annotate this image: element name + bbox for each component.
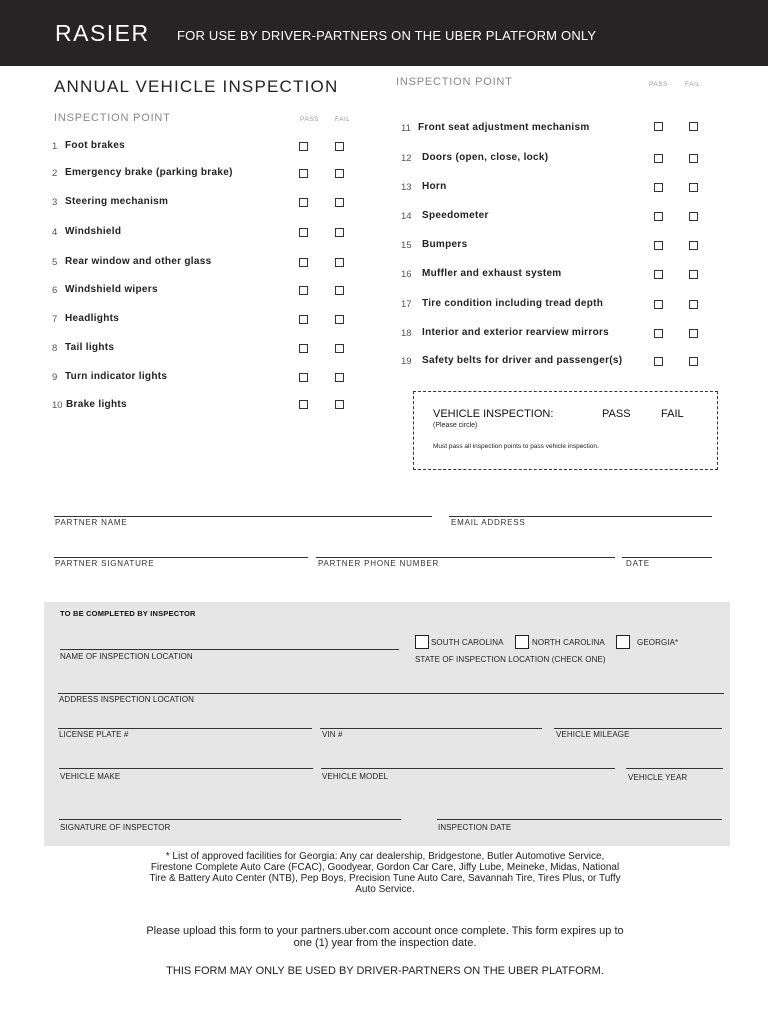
inspection-row xyxy=(52,140,352,154)
pass-checkbox[interactable] xyxy=(299,315,308,324)
inspector-signature-label: SIGNATURE OF INSPECTOR xyxy=(60,823,171,832)
inspection-row xyxy=(52,196,352,210)
row-label: Front seat adjustment mechanism xyxy=(418,122,590,133)
fail-checkbox[interactable] xyxy=(689,241,698,250)
result-note: Must pass all inspection points to pass vehicle inspection. xyxy=(433,443,599,450)
row-number: 14 xyxy=(401,211,412,222)
row-label: Safety belts for driver and passenger(s) xyxy=(422,355,623,366)
inspection-date-label: INSPECTION DATE xyxy=(438,823,512,832)
row-number: 6 xyxy=(52,285,58,296)
fail-checkbox[interactable] xyxy=(335,258,344,267)
date-field[interactable] xyxy=(622,557,712,558)
vehicle-model-label: VEHICLE MODEL xyxy=(322,772,389,781)
location-name-field[interactable] xyxy=(60,649,399,650)
pass-checkbox[interactable] xyxy=(654,154,663,163)
north-carolina-label: NORTH CAROLINA xyxy=(532,638,605,647)
license-plate-label: LICENSE PLATE # xyxy=(59,730,129,739)
vehicle-inspection-result-box xyxy=(413,391,718,470)
pass-checkbox[interactable] xyxy=(654,329,663,338)
south-carolina-checkbox[interactable] xyxy=(415,635,429,649)
pass-checkbox[interactable] xyxy=(299,400,308,409)
row-label: Tire condition including tread depth xyxy=(422,298,604,309)
vin-label: VIN # xyxy=(322,730,343,739)
inspection-row xyxy=(52,256,352,270)
row-number: 8 xyxy=(52,343,58,354)
left-column-header-fail: FAIL xyxy=(335,116,351,123)
fail-checkbox[interactable] xyxy=(689,122,698,131)
row-label: Steering mechanism xyxy=(65,196,169,207)
fail-checkbox[interactable] xyxy=(335,228,344,237)
location-name-label: NAME OF INSPECTION LOCATION xyxy=(60,652,193,661)
result-fail-option[interactable]: FAIL xyxy=(661,408,684,420)
row-label: Brake lights xyxy=(66,399,127,410)
row-label: Bumpers xyxy=(422,239,468,250)
inspector-signature-field[interactable] xyxy=(59,819,401,820)
row-number: 15 xyxy=(401,240,412,251)
row-label: Emergency brake (parking brake) xyxy=(65,167,233,178)
partner-phone-label: PARTNER PHONE NUMBER xyxy=(318,559,440,568)
south-carolina-label: SOUTH CAROLINA xyxy=(431,638,504,647)
license-plate-field[interactable] xyxy=(58,728,312,729)
date-label: DATE xyxy=(626,559,650,568)
fail-checkbox[interactable] xyxy=(335,169,344,178)
inspection-row xyxy=(52,226,352,240)
fail-checkbox[interactable] xyxy=(335,315,344,324)
row-number: 12 xyxy=(401,153,412,164)
header-tagline: FOR USE BY DRIVER-PARTNERS ON THE UBER PLATFORM ONLY xyxy=(177,28,597,43)
georgia-checkbox[interactable] xyxy=(616,635,630,649)
row-number: 19 xyxy=(401,356,412,367)
fail-checkbox[interactable] xyxy=(335,142,344,151)
row-label: Doors (open, close, lock) xyxy=(422,152,549,163)
georgia-note-line: * List of approved facilities for Georgia: Any car dealership, Bridgestone, Butler Automotive Service, xyxy=(165,851,605,862)
state-label: STATE OF INSPECTION LOCATION (CHECK ONE) xyxy=(415,655,606,664)
row-number: 16 xyxy=(401,269,412,280)
inspection-row xyxy=(401,239,711,253)
inspection-row xyxy=(401,210,711,224)
inspection-row xyxy=(401,355,711,369)
fail-checkbox[interactable] xyxy=(335,373,344,382)
vehicle-year-label: VEHICLE YEAR xyxy=(628,773,688,782)
pass-checkbox[interactable] xyxy=(654,270,663,279)
row-number: 2 xyxy=(52,168,58,179)
georgia-note-line: Auto Service. xyxy=(355,884,415,895)
vin-field[interactable] xyxy=(320,728,542,729)
row-label: Foot brakes xyxy=(65,140,125,151)
inspection-row xyxy=(52,313,352,327)
fail-checkbox[interactable] xyxy=(335,286,344,295)
row-label: Speedometer xyxy=(422,210,489,221)
pass-checkbox[interactable] xyxy=(299,142,308,151)
fail-checkbox[interactable] xyxy=(689,357,698,366)
inspection-row xyxy=(52,371,352,385)
row-number: 11 xyxy=(401,123,411,134)
partner-signature-field[interactable] xyxy=(54,557,308,558)
vehicle-mileage-field[interactable] xyxy=(554,728,722,729)
fail-checkbox[interactable] xyxy=(689,300,698,309)
row-number: 1 xyxy=(52,141,58,152)
brand-logo: RASIER xyxy=(55,20,150,46)
north-carolina-checkbox[interactable] xyxy=(515,635,529,649)
right-column-header-fail: FAIL xyxy=(685,81,701,88)
address-label: ADDRESS INSPECTION LOCATION xyxy=(59,695,195,704)
vehicle-model-field[interactable] xyxy=(321,768,615,769)
row-number: 4 xyxy=(52,227,58,238)
georgia-label: GEORGIA* xyxy=(637,638,679,647)
pass-checkbox[interactable] xyxy=(299,198,308,207)
result-pass-option[interactable]: PASS xyxy=(602,408,631,420)
georgia-note-line: Tire & Battery Auto Center (NTB), Pep Boys, Precision Tune Auto Care, Savannah Tire, Tires Plus, or Tuffy xyxy=(149,873,621,884)
row-number: 10 xyxy=(52,400,63,411)
left-column-header-pass: PASS xyxy=(300,116,319,123)
header-bar xyxy=(0,0,768,66)
pass-checkbox[interactable] xyxy=(299,169,308,178)
row-label: Interior and exterior rearview mirrors xyxy=(422,327,610,338)
fail-checkbox[interactable] xyxy=(689,183,698,192)
upload-line: Please upload this form to your partners.uber.com account once complete. This form expires up to xyxy=(146,925,624,937)
inspection-row xyxy=(52,342,352,356)
inspection-row xyxy=(52,167,352,181)
right-column-header-point: INSPECTION POINT xyxy=(396,76,513,88)
inspection-row xyxy=(401,268,711,282)
inspection-row xyxy=(401,327,711,341)
pass-checkbox[interactable] xyxy=(654,212,663,221)
inspection-row xyxy=(52,284,352,298)
partner-phone-field[interactable] xyxy=(316,557,615,558)
pass-checkbox[interactable] xyxy=(654,357,663,366)
row-label: Muffler and exhaust system xyxy=(422,268,562,279)
row-number: 13 xyxy=(401,182,412,193)
inspection-row xyxy=(401,122,711,136)
pass-checkbox[interactable] xyxy=(654,241,663,250)
inspector-section xyxy=(44,602,730,846)
pass-checkbox[interactable] xyxy=(299,286,308,295)
row-number: 7 xyxy=(52,314,58,325)
platform-notice: THIS FORM MAY ONLY BE USED BY DRIVER-PARTNERS ON THE UBER PLATFORM. xyxy=(166,965,604,977)
pass-checkbox[interactable] xyxy=(654,183,663,192)
fail-checkbox[interactable] xyxy=(689,212,698,221)
vehicle-make-field[interactable] xyxy=(59,768,313,769)
row-label: Tail lights xyxy=(65,342,115,353)
pass-checkbox[interactable] xyxy=(299,344,308,353)
row-label: Rear window and other glass xyxy=(65,256,212,267)
upload-instructions xyxy=(100,925,670,949)
partner-name-label: PARTNER NAME xyxy=(55,518,128,527)
row-label: Windshield xyxy=(65,226,122,237)
inspection-row xyxy=(401,152,711,166)
row-label: Horn xyxy=(422,181,447,192)
result-instruction: (Please circle) xyxy=(433,422,478,429)
fail-checkbox[interactable] xyxy=(689,270,698,279)
fail-checkbox[interactable] xyxy=(335,198,344,207)
inspection-date-field[interactable] xyxy=(437,819,722,820)
pass-checkbox[interactable] xyxy=(299,228,308,237)
row-label: Headlights xyxy=(65,313,120,324)
left-column-header-point: INSPECTION POINT xyxy=(54,112,171,124)
fail-checkbox[interactable] xyxy=(335,344,344,353)
row-number: 5 xyxy=(52,257,58,268)
address-field[interactable] xyxy=(58,693,724,694)
vehicle-make-label: VEHICLE MAKE xyxy=(60,772,121,781)
row-number: 17 xyxy=(401,299,412,310)
pass-checkbox[interactable] xyxy=(299,258,308,267)
email-address-field[interactable] xyxy=(449,516,712,517)
georgia-facilities-note xyxy=(100,851,670,895)
vehicle-year-field[interactable] xyxy=(626,768,723,769)
fail-checkbox[interactable] xyxy=(689,154,698,163)
email-address-label: EMAIL ADDRESS xyxy=(451,518,526,527)
inspection-row xyxy=(52,399,352,413)
row-label: Turn indicator lights xyxy=(65,371,168,382)
pass-checkbox[interactable] xyxy=(654,300,663,309)
inspection-row xyxy=(401,298,711,312)
fail-checkbox[interactable] xyxy=(689,329,698,338)
upload-line: one (1) year from the inspection date. xyxy=(293,937,477,949)
row-number: 18 xyxy=(401,328,412,339)
georgia-note-line: Firestone Complete Auto Care (FCAC), Goodyear, Gordon Car Care, Jiffy Lube, Meineke, Midas, National xyxy=(150,862,620,873)
fail-checkbox[interactable] xyxy=(335,400,344,409)
row-number: 9 xyxy=(52,372,58,383)
partner-name-field[interactable] xyxy=(54,516,432,517)
pass-checkbox[interactable] xyxy=(299,373,308,382)
row-number: 3 xyxy=(52,197,58,208)
vehicle-mileage-label: VEHICLE MILEAGE xyxy=(556,730,630,739)
partner-signature-label: PARTNER SIGNATURE xyxy=(55,559,155,568)
form-title: ANNUAL VEHICLE INSPECTION xyxy=(54,77,339,96)
inspection-row xyxy=(401,181,711,195)
row-label: Windshield wipers xyxy=(65,284,158,295)
pass-checkbox[interactable] xyxy=(654,122,663,131)
inspector-heading: TO BE COMPLETED BY INSPECTOR xyxy=(60,609,196,618)
right-column-header-pass: PASS xyxy=(649,81,668,88)
result-heading: VEHICLE INSPECTION: xyxy=(433,408,554,420)
